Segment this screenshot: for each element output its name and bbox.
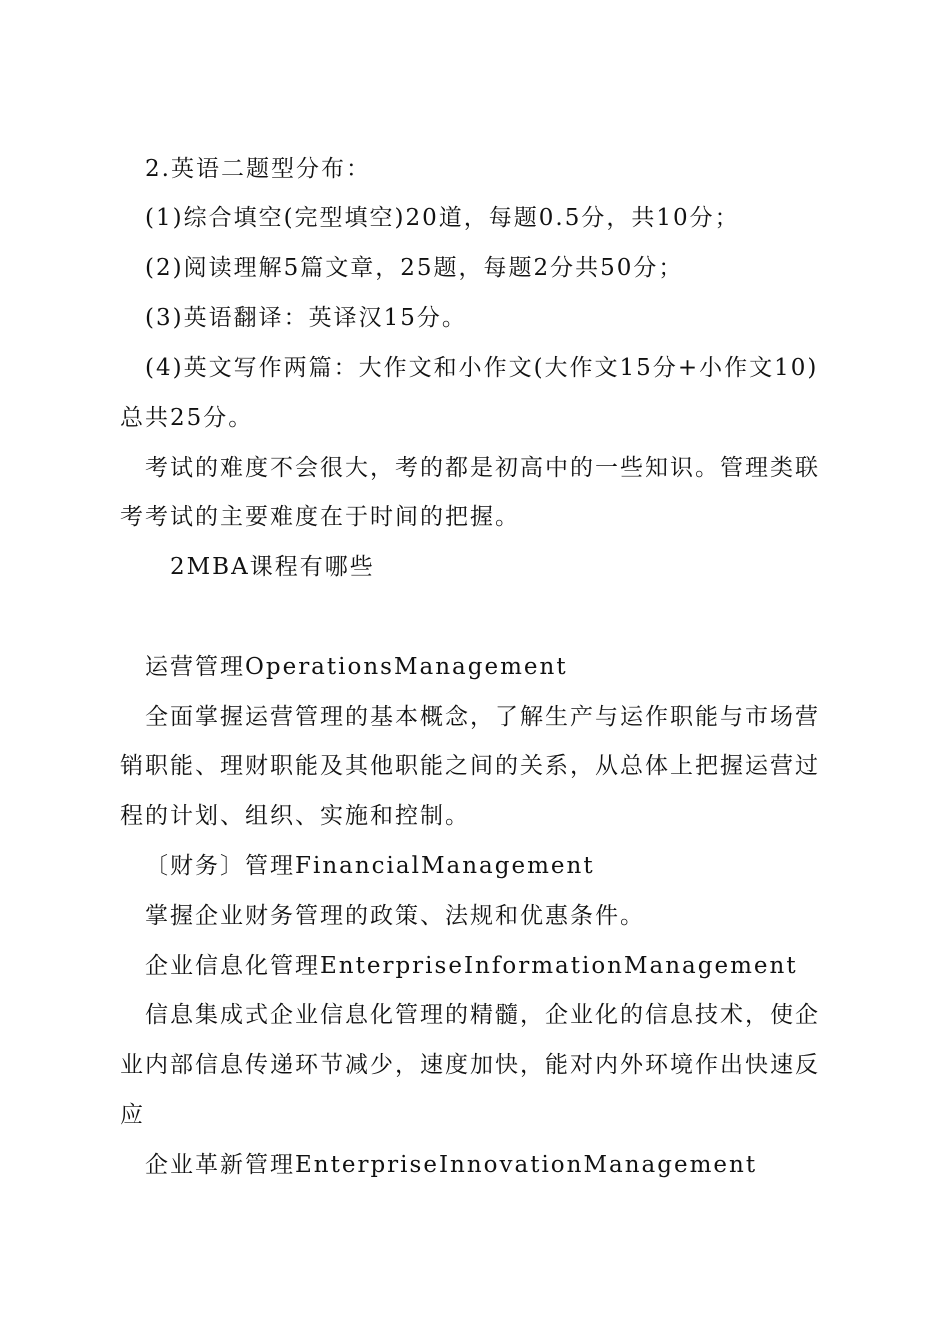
paragraph-line: (3)英语翻译：英译汉15分。 (145, 305, 467, 331)
paragraph-line: 总共25分。 (120, 405, 254, 431)
paragraph-line: (4)英文写作两篇：大作文和小作文(大作文15分+小作文10) (145, 355, 819, 381)
section-heading-mba-courses: 2MBA课程有哪些 (170, 554, 375, 580)
paragraph-line: 考试的难度不会很大，考的都是初高中的一些知识。管理类联 (145, 455, 820, 481)
paragraph-line: 信息集成式企业信息化管理的精髓，企业化的信息技术，使企 (145, 1002, 820, 1028)
paragraph-line: 考考试的主要难度在于时间的把握。 (120, 504, 520, 530)
paragraph-line: 业内部信息传递环节减少，速度加快，能对内外环境作出快速反 (120, 1052, 820, 1078)
paragraph-line: 全面掌握运营管理的基本概念，了解生产与运作职能与市场营 (145, 704, 820, 730)
paragraph-line: 应 (120, 1102, 145, 1128)
course-title-innovation: 企业革新管理EnterpriseInnovationManagement (145, 1152, 758, 1178)
course-title-information: 企业信息化管理EnterpriseInformationManagement (145, 953, 798, 979)
section-heading-english-two: 2.英语二题型分布： (145, 156, 371, 182)
course-title-financial: 〔财务〕管理FinancialManagement (145, 853, 595, 879)
paragraph-line: 程的计划、组织、实施和控制。 (120, 803, 470, 829)
paragraph-line: (1)综合填空(完型填空)20道，每题0.5分，共10分； (145, 205, 740, 231)
paragraph-line: 销职能、理财职能及其他职能之间的关系，从总体上把握运营过 (120, 753, 820, 779)
paragraph-line: 掌握企业财务管理的政策、法规和优惠条件。 (145, 903, 645, 929)
course-title-operations: 运营管理OperationsManagement (145, 654, 568, 680)
paragraph-line: (2)阅读理解5篇文章，25题，每题2分共50分； (145, 255, 684, 281)
